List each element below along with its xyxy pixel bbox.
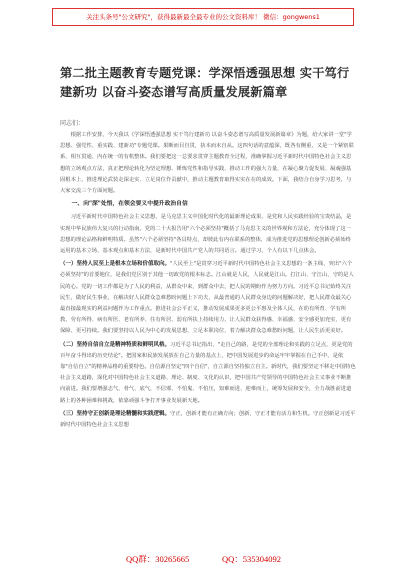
top-banner — [52, 8, 354, 26]
subsection-3-text: 守正，创新才能有正确方向；创新，守正才能有活力和生机。守正创新是习近平新时代中国特色社会主义思想 — [60, 410, 356, 429]
section-heading-1: 一、向"深"处悟，在领会要义中提升政治自信 — [71, 201, 188, 208]
subsection-1-text: "人民至上"是贯穿习近平新时代中国特色社会主义思想的一条主线，突出"六个必须坚持"的首要地位，是我们党区别于其他一切政党的根本标志。江山就是人民，人民就是江山。打江山、守江山，守的是人民的心。党的一切工作都是为了人民的利益，从群众中来，到群众中去，把人民的期盼作为努力方向。习近平总书记始终关注民生，做好民生事业，在解决好人民群众急难愁盼问题上下功夫，从最普通的人民群众身边的问题解决好，把人民群众最关心最直接最现实的利益问题作为工作重点。推进社会公平正义，推动发展成果更多更公平惠及全体人民，在幼有所育、学有所教、劳有所得、病有所医、老有所养、住有所居、弱有所扶上持续用力，让人民群众获得感、幸福感、安全感更加充实、更有保障、更可持续。我们要坚持以人民为中心的发展思想，立足本职岗位，着力解决群众急难愁盼问题，让人民生活更美好。 — [60, 261, 354, 335]
footer-qq: QQ：535304092 — [222, 554, 282, 564]
footer — [0, 553, 408, 571]
subsection-1-heading: （一）坚持人民至上是根本立场和价值取向。 — [60, 261, 171, 268]
section1-paragraph: 习近平新时代中国特色社会主义思想，是马克思主义中国化时代化的最新理论成果，是党和人民实践经验的宝贵结晶，是实现中华民族伟大复兴的行动指南。党的二十大报告用"六个必须坚持"概括了马克思主义的世界观和方法论，充分体现了这一思想的理论品格和鲜明特质。虽然"六个必须坚持"各具特点，却彼此有内在联系的整体，成为推进党的思想理论创新必须始终运用的基本立场、基本观点和基本方法，是新时代中国共产党人的共同语言。通过学习，个人有以下几点体会。 — [60, 214, 352, 255]
salutation: 同志们： — [60, 120, 85, 127]
article-body — [60, 130, 356, 433]
intro-paragraph: 根据工作安排，今天我以《学深悟透强思想 实干笃行建新功 以奋斗姿态谱写高质量发展新篇章》为题，给大家讲一堂"学思想、强党性、重实践、建新功"专题党课。果断而目自贯，执本而末自从。这四句话的意蕴深，既各有侧重，又是一个紧密联系、相互贯通、内在统一的有机整体。我们要把这一总要求贯穿主题教育全过程，准确掌握习近平新时代中国特色社会主义思想的立场观点方法，真正把理论转化为坚定理想、锤炼党性和指导实践、推动工作的强大力量，在凝心聚力促发展、凝魂强基固根本上，推进理论武装走深走实、立足岗位作贡献中，推动主题教育取得实实在在的成效。下面，我结合自身学习思考，与大家交流三个方面问题。 — [60, 132, 354, 195]
subsection-2-text: 习近平总书记指出，"走自己的路，是党的全部理论和实践的立足点，更是党的百年奋斗得出的历史结论"。把国家和民族发展放在自己力量的基点上，把中国发展进步的命运牢牢掌握在自己手中，是依靠"自信自立"的精神品格的重要特色。自信源自坚定"四个自信"，自立源自坚持独立自主。新时代，我们要坚定不移走中国特色社会主义道路，深化对中国特色社会主义道路、理论、制度、文化的认识，把中国共产党领导的中国特色社会主义事业不断推向前进。我们要增强志气、骨气、底气，不信邪、不怕鬼、不怕压，知难而进、迎难而上，统筹发展和安全，全力战胜前进道路上的各种困难和挑战，依靠顽强斗争打开事业发展新天地。 — [60, 341, 356, 404]
subsection-3-heading: （三）坚持守正创新是理论精髓和实践逻辑。 — [60, 410, 171, 417]
footer-qq-group: QQ群：30265665 — [126, 554, 190, 564]
article-title: 第二批主题教育专题党课：学深悟透强思想 实干笃行建新功 以奋斗姿态谱写高质量发展新篇章 — [60, 66, 350, 99]
banner-text: 关注头条号"公文研究"，获得最新最全最专业的公文资料库！ 微信：gongwens1 — [86, 13, 320, 21]
subsection-2-heading: （二）坚持自信自立是精神特质和鲜明风格。 — [60, 341, 171, 348]
